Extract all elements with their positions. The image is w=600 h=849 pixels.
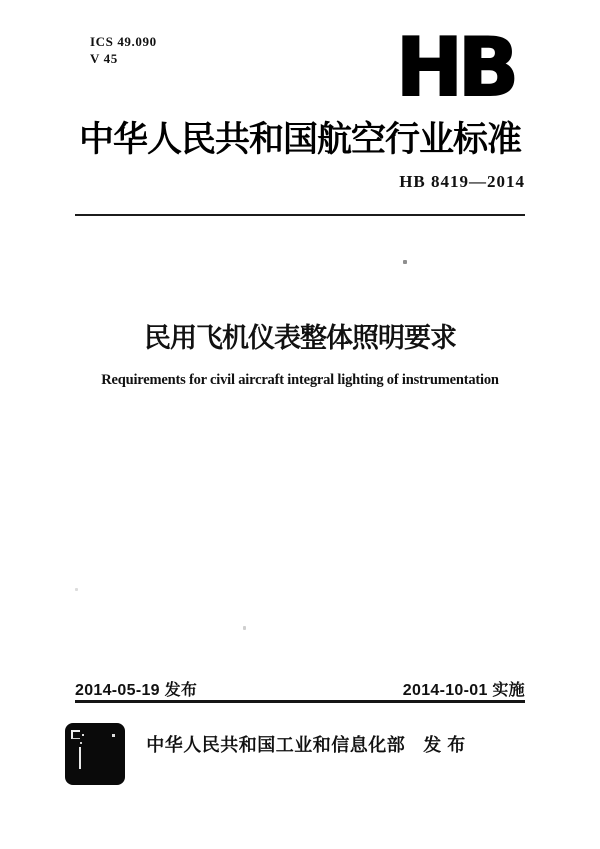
scan-speck [403,260,407,264]
scan-speck [243,626,246,630]
implementation-date: 2014-10-01 实施 [402,682,525,699]
hb-logo: HB [396,21,514,114]
dates-row [75,677,525,700]
publisher-name: 中华人民共和国工业和信息化部 [146,735,406,755]
header-rule [75,214,525,216]
scan-speck [75,588,78,591]
cover-title-en: Requirements for civil aircraft integral lighting of instrumentation [101,372,499,388]
issue-date: 2014-05-19 发布 [75,682,198,699]
cover-title-zh: 民用飞机仪表整体照明要求 [144,323,456,353]
standard-number: HB 8419—2014 [399,172,525,191]
standard-category-title: 中华人民共和国航空行业标准 [78,120,521,159]
ics-classification-block [90,33,157,67]
ics-code: ICS 49.090 [90,34,157,49]
classification-code: V 45 [90,51,118,66]
footer-rule [75,700,525,703]
publisher-line [6,731,600,757]
publish-action: 发 布 [423,735,466,755]
